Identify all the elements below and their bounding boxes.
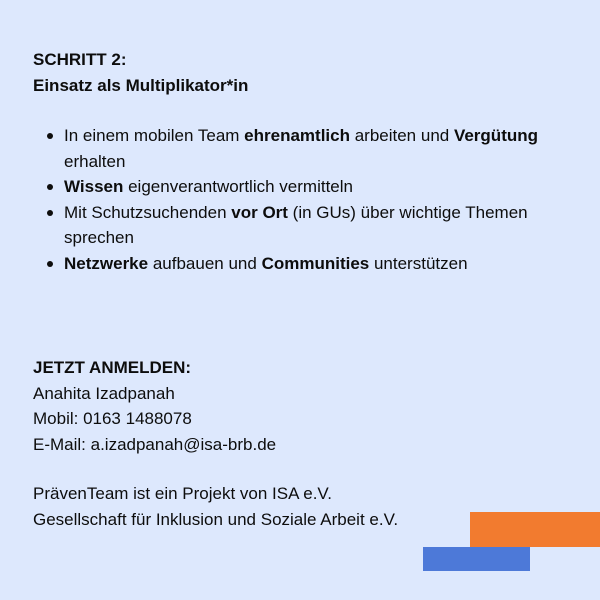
blue-accent-bar xyxy=(423,547,530,571)
contact-block xyxy=(33,355,553,457)
task-list xyxy=(45,123,545,276)
footer-project: PrävenTeam ist ein Projekt von ISA e.V. xyxy=(33,484,332,503)
bullet-icon xyxy=(47,184,53,190)
contact-email: E-Mail: a.izadpanah@isa-brb.de xyxy=(33,434,277,454)
step-number: SCHRITT 2: xyxy=(33,50,127,69)
bullet-icon xyxy=(47,133,53,139)
task-item-volunteer xyxy=(45,123,545,174)
task-item-networks xyxy=(45,251,545,277)
contact-name: Anahita Izadpanah xyxy=(33,383,175,403)
task-item-knowledge xyxy=(45,174,545,200)
task-text: Wissen eigenverantwortlich vermitteln xyxy=(64,177,353,196)
step-title: Einsatz als Multiplikator*in xyxy=(33,76,249,95)
bullet-icon xyxy=(47,210,53,216)
footer-organization: Gesellschaft für Inklusion und Soziale Arbeit e.V. xyxy=(33,509,399,529)
task-item-on-site xyxy=(45,200,545,251)
contact-phone: Mobil: 0163 1488078 xyxy=(33,409,192,428)
step-heading xyxy=(33,47,553,99)
bullet-icon xyxy=(47,261,53,267)
contact-title: JETZT ANMELDEN: xyxy=(33,358,192,377)
task-text: Mit Schutzsuchenden vor Ort (in GUs) über wichtige Themen sprechen xyxy=(64,202,528,247)
task-text: In einem mobilen Team ehrenamtlich arbeiten und Vergütung erhalten xyxy=(64,126,539,171)
task-text: Netzwerke aufbauen und Communities unterstützen xyxy=(64,253,468,273)
orange-accent-bar xyxy=(470,512,600,547)
